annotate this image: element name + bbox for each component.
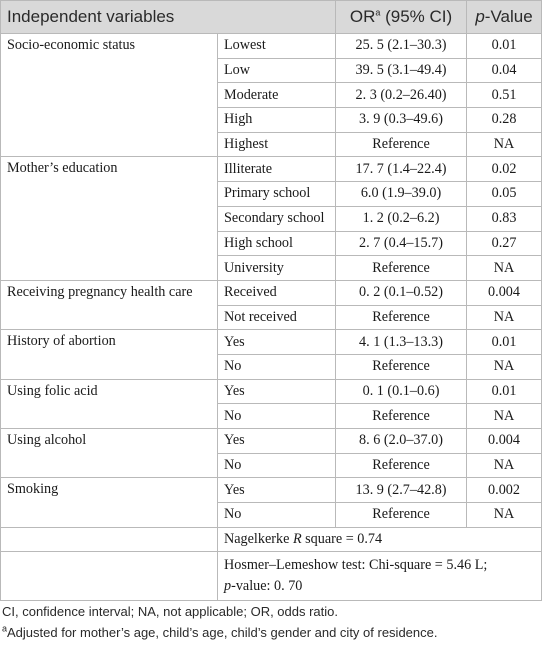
p-value-cell: 0.05 [467, 182, 542, 207]
level-cell: Illiterate [218, 157, 336, 182]
odds-ratio-cell: Reference [336, 305, 467, 330]
variable-name-cell: Using folic acid [1, 379, 218, 428]
p-value-cell: NA [467, 404, 542, 429]
odds-ratio-cell: Reference [336, 256, 467, 281]
p-value-cell: 0.04 [467, 58, 542, 83]
odds-ratio-cell: 0. 1 (0.1–0.6) [336, 379, 467, 404]
level-cell: Moderate [218, 83, 336, 108]
variable-name-cell: Mother’s education [1, 157, 218, 280]
p-value-cell: 0.28 [467, 108, 542, 133]
level-cell: No [218, 503, 336, 528]
header-independent-variables: Independent variables [1, 1, 336, 34]
nagelkerke-row [1, 527, 542, 552]
adjustment-note: $^a$Adjusted for mother’s age, child’s age, child’s gender and city of residence. [2, 624, 438, 641]
table-footnotes [0, 601, 542, 643]
odds-ratio-cell: Reference [336, 453, 467, 478]
level-cell: Not received [218, 305, 336, 330]
level-cell: Low [218, 58, 336, 83]
level-cell: No [218, 404, 336, 429]
blank-cell [1, 527, 218, 552]
level-cell: High [218, 108, 336, 133]
odds-ratio-cell: 6.0 (1.9–39.0) [336, 182, 467, 207]
level-cell: No [218, 354, 336, 379]
level-cell: Secondary school [218, 206, 336, 231]
variable-name-cell: Socio-economic status [1, 34, 218, 157]
odds-ratio-cell: 2. 7 (0.4–15.7) [336, 231, 467, 256]
p-value-cell: 0.51 [467, 83, 542, 108]
level-cell: Yes [218, 478, 336, 503]
odds-ratio-cell: 3. 9 (0.3–49.6) [336, 108, 467, 133]
p-value-cell: 0.01 [467, 379, 542, 404]
level-cell: University [218, 256, 336, 281]
table-row [1, 429, 542, 454]
table-row [1, 34, 542, 59]
odds-ratio-cell: 0. 2 (0.1–0.52) [336, 280, 467, 305]
hosmer-lemeshow-row [1, 552, 542, 601]
p-value-cell: 0.02 [467, 157, 542, 182]
table-row [1, 379, 542, 404]
p-value-cell: 0.01 [467, 330, 542, 355]
table-body [1, 34, 542, 528]
variable-name-cell: Receiving pregnancy health care [1, 280, 218, 329]
table-row [1, 330, 542, 355]
header-row [1, 1, 542, 34]
abbreviations-note: CI, confidence interval; NA, not applicable; OR, odds ratio. [2, 604, 339, 620]
level-cell: Yes [218, 429, 336, 454]
level-cell: Highest [218, 132, 336, 157]
p-value-cell: 0.01 [467, 34, 542, 59]
odds-ratio-cell: 13. 9 (2.7–42.8) [336, 478, 467, 503]
odds-ratio-cell: 25. 5 (2.1–30.3) [336, 34, 467, 59]
model-fit-section [1, 527, 542, 601]
p-value-cell: NA [467, 354, 542, 379]
level-cell: Yes [218, 379, 336, 404]
odds-ratio-cell: 4. 1 (1.3–13.3) [336, 330, 467, 355]
p-value-cell: 0.27 [467, 231, 542, 256]
variable-name-cell: Using alcohol [1, 429, 218, 478]
odds-ratio-cell: 17. 7 (1.4–22.4) [336, 157, 467, 182]
header-p-value: p-Value [467, 1, 542, 34]
odds-ratio-cell: Reference [336, 132, 467, 157]
level-cell: Received [218, 280, 336, 305]
odds-ratio-cell: Reference [336, 503, 467, 528]
level-cell: Lowest [218, 34, 336, 59]
p-value-cell: NA [467, 132, 542, 157]
level-cell: Primary school [218, 182, 336, 207]
p-value-cell: 0.002 [467, 478, 542, 503]
nagelkerke-cell: Nagelkerke R square = 0.74 [218, 527, 542, 552]
p-value-cell: NA [467, 256, 542, 281]
odds-ratio-cell: 2. 3 (0.2–26.40) [336, 83, 467, 108]
p-value-cell: 0.83 [467, 206, 542, 231]
odds-ratio-cell: Reference [336, 404, 467, 429]
p-value-cell: NA [467, 503, 542, 528]
table-row [1, 157, 542, 182]
blank-cell [1, 552, 218, 601]
hosmer-lemeshow-cell: Hosmer–Lemeshow test: Chi-square = 5.46 L; p-value: 0. 70 [218, 552, 542, 601]
p-value-cell: NA [467, 453, 542, 478]
variable-name-cell: Smoking [1, 478, 218, 527]
odds-ratio-cell: 1. 2 (0.2–6.2) [336, 206, 467, 231]
table-row [1, 478, 542, 503]
odds-ratio-cell: 39. 5 (3.1–49.4) [336, 58, 467, 83]
level-cell: No [218, 453, 336, 478]
variable-name-cell: History of abortion [1, 330, 218, 379]
header-odds-ratio: $OR^a$ (95% CI) [336, 1, 467, 34]
p-value-cell: 0.004 [467, 280, 542, 305]
odds-ratio-cell: Reference [336, 354, 467, 379]
level-cell: High school [218, 231, 336, 256]
level-cell: Yes [218, 330, 336, 355]
p-value-cell: 0.004 [467, 429, 542, 454]
table-row [1, 280, 542, 305]
p-value-cell: NA [467, 305, 542, 330]
odds-ratio-cell: 8. 6 (2.0–37.0) [336, 429, 467, 454]
